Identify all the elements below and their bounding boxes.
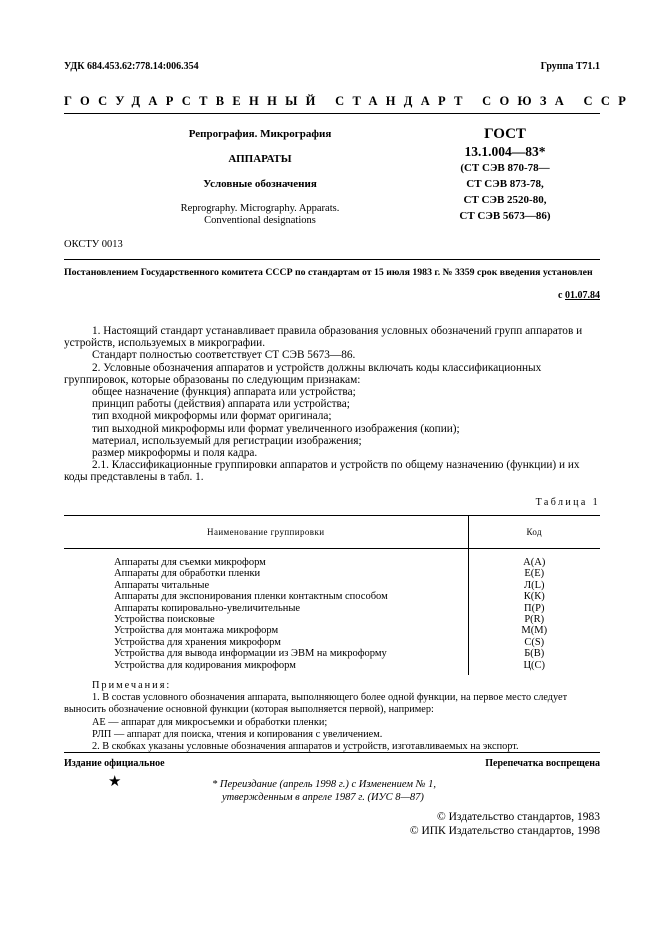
table-header-row — [64, 516, 600, 549]
footer-divider — [64, 752, 600, 753]
list-item: общее назначение (функция) аппарата или устройства; — [92, 386, 356, 399]
paragraph-2: Стандарт полностью соответствует СТ СЭВ 5673—86. — [92, 349, 356, 362]
table-caption: Таблица 1 — [535, 497, 600, 508]
table-row — [64, 568, 600, 579]
gost-label: ГОСТ — [484, 126, 526, 142]
table-row — [64, 591, 600, 602]
oksty-code: ОКСТУ 0013 — [64, 239, 123, 250]
list-item: размер микроформы и поля кадра. — [92, 447, 258, 460]
row-name: Аппараты для экспонирования пленки контактным способом — [114, 591, 388, 603]
row-name: Аппараты читальные — [114, 579, 210, 591]
note-1-example-a: АЕ — аппарат для микросъемки и обработки пленки; — [92, 716, 328, 728]
list-item: тип выходной микроформы или формат увеличенного изображения (копии); — [92, 422, 460, 435]
row-name: Аппараты для съемки микроформ — [114, 557, 266, 568]
copyright-block — [410, 810, 600, 838]
table-row — [64, 614, 600, 625]
sev-line-4: СТ СЭВ 5673—86) — [459, 210, 551, 222]
table-row — [64, 660, 600, 675]
column-header-name: Наименование группировки — [207, 527, 325, 537]
row-code: А(А) — [468, 549, 600, 569]
column-header-code: Код — [468, 516, 600, 549]
paragraph-4: 2.1. Классификационные группировки аппаратов и устройств по общему назначению (функции) и их коды представлены в табл. 1. — [64, 459, 580, 484]
notes-block — [64, 680, 600, 753]
row-name: Устройства поисковые — [114, 614, 215, 626]
table-row — [64, 603, 600, 614]
table-row — [64, 648, 600, 659]
section-divider — [64, 259, 600, 260]
decree-date-value: 01.07.84 — [565, 290, 600, 301]
notes-title: Примечания: — [92, 680, 172, 691]
row-name: Устройства для монтажа микроформ — [114, 625, 279, 637]
gost-number: 13.1.004—83* — [464, 144, 546, 159]
reissue-line-1: * Переиздание (апрель 1998 г.) с Изменением № 1, — [212, 779, 437, 790]
note-1-example-b: РЛП — аппарат для поиска, чтения и копирования с увеличением. — [92, 728, 383, 740]
classification-table — [64, 515, 600, 675]
row-code: Ц(С) — [468, 660, 600, 675]
row-code: Е(Е) — [468, 568, 600, 579]
title-divider — [64, 113, 600, 114]
row-code: Р(R) — [468, 614, 600, 625]
udk-code: УДК 684.453.62:778.14:006.354 — [64, 61, 199, 72]
row-name: Устройства для кодирования микроформ — [114, 659, 296, 671]
paragraph-1: 1. Настоящий стандарт устанавливает правила образования условных обозначений групп аппаратов и устройств, используемых в микрографии. — [64, 325, 583, 350]
title-line-2: АППАРАТЫ — [228, 153, 292, 165]
table-row — [64, 625, 600, 636]
title-english-2: Conventional designations — [204, 215, 316, 226]
row-code: Б(В) — [468, 648, 600, 659]
note-1: 1. В состав условного обозначения аппарата, выполняющего более одной функции, на первое место следует выносить обозначение основной функции (которая выполняется первой), например: — [64, 692, 568, 716]
list-item: тип входной микроформы или формат оригинала; — [92, 410, 332, 423]
official-edition: Издание официальное — [64, 758, 165, 769]
copyright-line-2: © ИПК Издательство стандартов, 1998 — [409, 825, 600, 837]
copyright-line-1: © Издательство стандартов, 1983 — [436, 811, 600, 823]
list-item: материал, используемый для регистрации изображения; — [92, 434, 362, 447]
row-code: К(К) — [468, 591, 600, 602]
row-name: Устройства для вывода информации из ЭВМ на микроформу — [114, 648, 387, 660]
decree-date: с 01.07.84 — [558, 290, 600, 301]
reprint-notice: Перепечатка воспрещена — [485, 758, 600, 769]
sev-line-1: (СТ СЭВ 870-78— — [460, 162, 550, 174]
star-icon: ★ — [108, 774, 122, 790]
row-name: Устройства для хранения микроформ — [114, 636, 281, 648]
row-name: Аппараты копировально-увеличительные — [114, 602, 301, 614]
row-code: Л(L) — [468, 580, 600, 591]
row-code: С(S) — [468, 637, 600, 648]
row-code: М(М) — [468, 625, 600, 636]
list-item: принцип работы (действия) аппарата или устройства; — [92, 398, 350, 411]
group-code: Группа Т71.1 — [540, 61, 600, 72]
title-line-3: Условные обозначения — [203, 178, 317, 190]
reissue-line-2: утвержденным в апреле 1987 г. (ИУС 8—87) — [222, 792, 424, 803]
table-row — [64, 637, 600, 648]
reissue-note — [212, 778, 436, 804]
row-code: П(Р) — [468, 603, 600, 614]
table-row — [64, 549, 600, 569]
decree-text: Постановлением Государственного комитета СССР по стандартам от 15 июля 1983 г. № 3359 срок введения установлен — [64, 267, 593, 278]
table-row — [64, 580, 600, 591]
sev-line-2: СТ СЭВ 873-78, — [466, 178, 544, 190]
note-2: 2. В скобках указаны условные обозначения аппаратов и устройств, изготавливаемых на экспорт. — [92, 741, 519, 753]
standard-title: ГОСУДАРСТВЕННЫЙ СТАНДАРТ СОЮЗА ССР — [64, 94, 635, 108]
title-english-1: Reprography. Micrography. Apparats. — [180, 203, 340, 214]
sev-line-3: СТ СЭВ 2520-80, — [463, 194, 547, 206]
title-line-1: Репрография. Микрография — [188, 128, 332, 140]
row-name: Аппараты для обработки пленки — [114, 568, 261, 580]
body-text — [64, 325, 600, 484]
paragraph-3: 2. Условные обозначения аппаратов и устройств должны включать коды классификационных группировок, которые образованы по следующим признакам: — [64, 361, 542, 386]
